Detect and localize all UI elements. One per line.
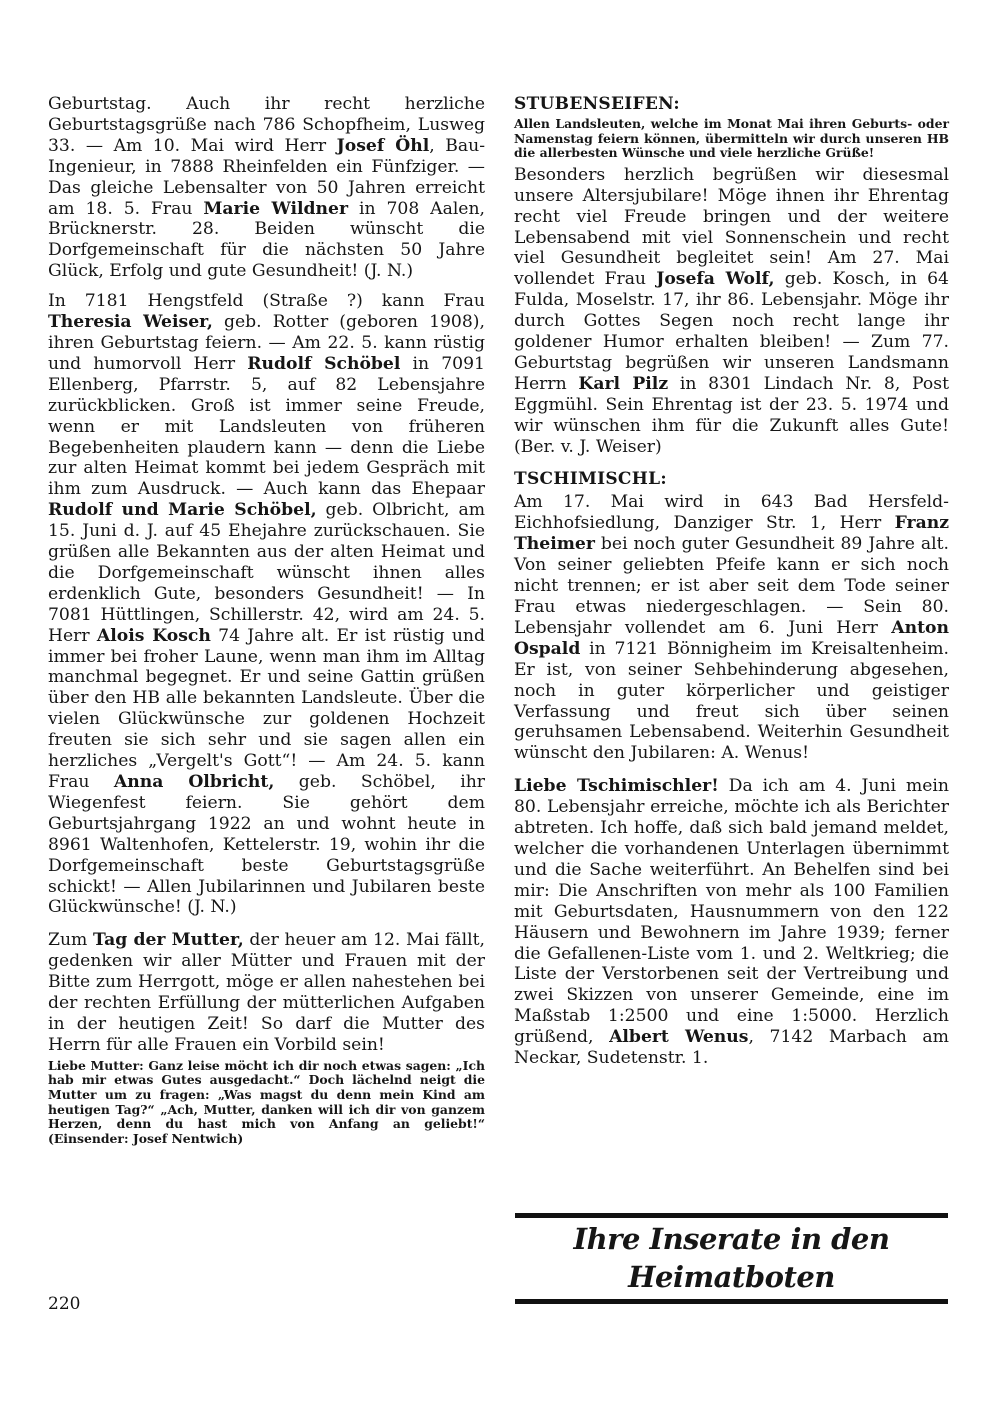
name-rudolf-schoebel: Rudolf Schöbel xyxy=(247,353,401,374)
paragraph-hengstfeld: In 7181 Hengstfeld (Straße ?) kann Frau Theresia Weiser, geb. Rotter (geboren 1908), ihren Geburtstag feiern. — Am 22. 5. kann rüstig und humorvoll Herr Rudolf Schöbel in 7091 Ellenberg, Pfarrstr. 5, auf 82 Lebensjahre zurückblicken. Groß ist immer seine Freude, wenn er mit Landsleuten von früheren Begebenheiten plaudern kann — denn die Liebe zur alten Heimat kommt bei jedem Gespräch mit ihm zum Ausdruck. — Auch kann das Ehepaar Rudolf und Marie Schöbel, geb. Olbricht, am 15. Juni d. J. auf 45 Ehejahre zurückschauen. Sie grüßen alle Bekannten aus der alten Heimat und die Dorfgemeinschaft wünscht ihnen alles erdenklich Gute, besonders Gesundheit! — In 7081 Hüttlingen, Schillerstr. 42, wird am 24. 5. Herr Alois Kosch 74 Jahre alt. Er ist rüstig und immer bei froher Laune, wenn man ihm im Alltag manchmal begegnet. Er und seine Gattin grüßen über den HB alle bekannten Landsleute. Über die vielen Glückwünsche zur goldenen Hochzeit freuten sie sich sehr und sie sagen allen ein herzliches „Vergelt's Gott“! — Am 24. 5. kann Frau Anna Olbricht, geb. Schöbel, ihr Wiegenfest feiern. Sie gehört dem Geburtsjahrgang 1922 an und wohnt heute in 8961 Waltenhofen, Kettelerstr. 19, wohin ihr die Dorfgemeinschaft beste Geburtstagsgrüße schickt! — Allen Jubilarinnen und Jubilaren beste Glückwünsche! (J. N.) xyxy=(48,291,486,918)
name-theresia-weiser: Theresia Weiser, xyxy=(48,312,213,333)
heading-stubenseifen: STUBENSEIFEN: xyxy=(514,94,680,114)
name-anton-ospald: Anton Ospald xyxy=(514,617,949,659)
paragraph-liebe-tschimischler: Liebe Tschimischler! Da ich am 4. Juni mein 80. Lebensjahr erreiche, möchte ich als Berichter abtreten. Ich hoffe, daß sich bald jemand meldet, welcher die vorhandenen Unterlagen übernimmt und die Sache weiterführt. An Behelfen sind bei mir: Die Anschriften von mehr als 100 Familien mit Geburtsdaten, Hausnummern von den 122 Häusern und Bewohnern im Jahre 1939; ferner die Gefallenen-Liste vom 1. und 2. Weltkrieg; die Liste der Verstorbenen seit der Vertreibung und zwei Skizzen von unserer Gemeinde, eine im Maßstab 1:2500 und eine 1:5000. Herzlich grüßend, Albert Wenus, 7142 Marbach am Neckar, Sudetenstr. 1. xyxy=(514,776,949,1069)
poem-liebe-mutter: Liebe Mutter: Ganz leise möcht ich dir noch etwas sagen: „Ich hab mir etwas Gutes ausgedacht.“ Doch lächelnd neigt die Mutter um zu fragen: „Was magst du denn mein Kind am heutigen Tag?“ „Ach, Mutter, danken will ich dir von ganzem Herzen, denn du hast mich von Anfang an geliebt!“ (Einsender: Josef Nentwich) xyxy=(48,1057,485,1146)
ad-banner xyxy=(515,1213,948,1304)
name-franz-theimer: Franz Theimer xyxy=(514,513,949,555)
name-marie-wildner: Marie Wildner xyxy=(203,198,349,219)
paragraph-franz-theimer: Am 17. Mai wird in 643 Bad Hersfeld-Eichhofsiedlung, Danziger Str. 1, Herr Franz Theimer bei noch guter Gesundheit 89 Jahre alt. Von seiner geliebten Pfeife kann er sich noch nicht trennen; er ist aber seit dem Tode seiner Frau etwas niedergeschlagen. — Sein 80. Lebensjahr vollendet am 6. Juni Herr Anton Ospald in 7121 Bönnigheim im Kreisaltenheim. Er ist, von seiner Sehbehinderung abgesehen, noch in guter körperlicher und geistiger Verfassung und freut sich über seinen geruhsamen Lebensabend. Weiterhin Gesundheit wünscht den Jubilaren: A. Wenus! xyxy=(514,492,949,764)
banner-rule-bottom xyxy=(515,1299,948,1304)
paragraph-altersjubilare: Besonders herzlich begrüßen wir diesesmal unsere Altersjubilare! Möge ihnen ihr Ehrentag recht viel Freude bringen und der weitere Lebensabend mit viel Sonnenschein und recht viel Gesundheit begleitet sein! Am 27. Mai vollendet Frau Josefa Wolf, geb. Kosch, in 64 Fulda, Moselstr. 17, ihr 86. Lebensjahr. Möge ihr durch Gottes Segen noch recht lange ihr goldener Humor erhalten bleiben! — Zum 77. Geburtstag begrüßen wir unseren Landsmann Herrn Karl Pilz in 8301 Lindach Nr. 8, Post Eggmühl. Sein Ehrentag ist der 23. 5. 1974 und wir wünschen ihm für die Zukunft alles Gute! (Ber. v. J. Weiser) xyxy=(514,164,949,457)
phrase-tag-der-mutter: Tag der Mutter, xyxy=(92,930,244,951)
name-josef-oehl: Josef Öhl xyxy=(336,135,430,156)
name-anna-olbricht: Anna Olbricht, xyxy=(113,772,275,792)
salutation-liebe-tschimischler: Liebe Tschimischler! xyxy=(514,776,719,797)
name-albert-wenus: Albert Wenus xyxy=(609,1027,749,1048)
paragraph-birthday-schopfheim: Geburtstag. Auch ihr recht herzliche Geburtstagsgrüße nach 786 Schopfheim, Lusweg 33. — Am 10. Mai wird Herr Josef Öhl, Bau-Ingenieur, in 7888 Rheinfelden ein Fünfziger. — Das gleiche Lebensalter von 50 Jahren erreicht am 18. 5. Frau Marie Wildner in 708 Aalen, Brücknerstr. 28. Beiden wünscht die Dorfgemeinschaft für die nächsten 50 Jahre Glück, Erfolg und gute Gesundheit! (J. N.) xyxy=(48,94,486,282)
name-rudolf-marie-schoebel: Rudolf und Marie Schöbel, xyxy=(48,500,317,521)
banner-text: Ihre Inserate in den Heimatboten xyxy=(573,1222,890,1294)
greeting-small: Allen Landsleuten, welche im Monat Mai ihren Geburts- oder Namenstag feiern können, übermitteln wir durch unseren HB die allerbesten Wünsche und viele herzliche Grüße! xyxy=(514,116,949,161)
left-column xyxy=(48,94,485,1146)
right-column xyxy=(514,94,949,1069)
heading-tschimischl: TSCHIMISCHL: xyxy=(514,469,667,490)
name-josefa-wolf: Josefa Wolf, xyxy=(656,269,775,290)
paragraph-mothers-day: Zum Tag der Mutter, der heuer am 12. Mai fällt, gedenken wir aller Mütter und Frauen mit der Bitte zum Herrgott, möge er allen nahestehen bei der rechten Erfüllung der mütterlichen Aufgaben in der heutigen Zeit! So darf die Mutter des Herrn für alle Frauen ein Vorbild sein! xyxy=(48,930,485,1055)
name-alois-kosch: Alois Kosch xyxy=(96,625,211,646)
page-number: 220 xyxy=(48,1294,81,1314)
name-karl-pilz: Karl Pilz xyxy=(578,373,669,394)
